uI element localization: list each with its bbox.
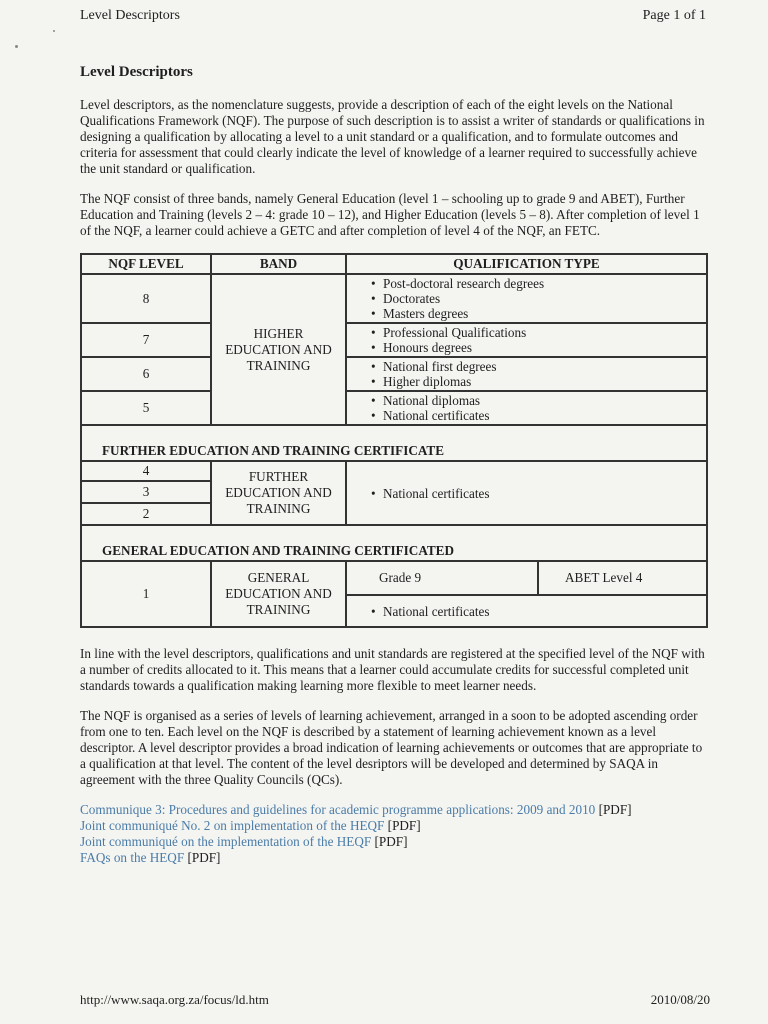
pdf-tag: [PDF] [187, 850, 221, 865]
pdf-tag: [PDF] [374, 834, 408, 849]
scan-speck [15, 45, 18, 48]
band-further-education: FURTHER EDUCATION AND TRAINING [211, 461, 346, 525]
fetc-heading: FURTHER EDUCATION AND TRAINING CERTIFICATE [81, 425, 707, 461]
intro-paragraph: Level descriptors, as the nomenclature suggests, provide a description of each of the eight levels on the National Qualifications Framework (NQF). The purpose of such description is to assist a writer of standards or qualifications in designing a qualification by allocating a level to a unit standard or a qualification, and to formulate outcomes and criteria for assessment that could clearly indicate the level of knowledge of a learner required to successfully achieve the unit standard or qualification. [80, 97, 705, 176]
related-links [80, 802, 708, 866]
link-row [80, 818, 708, 834]
qualification-cell [346, 461, 707, 525]
link-row [80, 850, 708, 866]
list-item: • National certificates [383, 486, 702, 501]
list-item: • Honours degrees [383, 340, 702, 355]
grade-label: Grade 9 [347, 562, 539, 594]
list-item: • Professional Qualifications [383, 325, 702, 340]
bands-paragraph: The NQF consist of three bands, namely General Education (level 1 – schooling up to grade 9 and ABET), Further Education and Training (levels 2 – 4: grade 10 – 12), and Higher Education (levels 5 – 8). After completion of level 1 of the NQF, a learner could achieve a GETC and after completion of level 4 of the NQF, an FETC. [80, 191, 700, 238]
pdf-tag: [PDF] [387, 818, 421, 833]
scan-speck [53, 30, 55, 32]
nqf-table [80, 253, 708, 628]
pdf-tag: [PDF] [598, 802, 632, 817]
level-cell: 6 [81, 357, 211, 391]
getc-heading: GENERAL EDUCATION AND TRAINING CERTIFICATED [81, 525, 707, 561]
level-cell: 3 [81, 481, 211, 503]
link-row [80, 802, 708, 818]
table-row [81, 391, 707, 425]
list-item: • Post-doctoral research degrees [383, 276, 702, 291]
table-row [81, 461, 707, 481]
level-cell: 2 [81, 503, 211, 525]
qualification-cell [346, 595, 707, 627]
qualification-cell [346, 323, 707, 357]
header-qualification-type: QUALIFICATION TYPE [346, 254, 707, 274]
header-band: BAND [211, 254, 346, 274]
list-item: • National certificates [383, 408, 702, 423]
list-item: • National first degrees [383, 359, 702, 374]
communique-3-link[interactable]: Communique 3: Procedures and guidelines for academic programme applications: 2009 and 2010 [80, 802, 596, 817]
list-item: • National certificates [383, 604, 702, 619]
level-cell: 4 [81, 461, 211, 481]
grade-abet-cell [346, 561, 707, 595]
table-row [81, 323, 707, 357]
list-item: • Doctorates [383, 291, 702, 306]
footer-date: 2010/08/20 [650, 992, 710, 1007]
footer-url: http://www.saqa.org.za/focus/ld.htm [80, 992, 269, 1007]
level-cell: 1 [81, 561, 211, 627]
levels-paragraph: The NQF is organised as a series of levels of learning achievement, arranged in a soon to be adopted ascending order from one to ten. Each level on the NQF is described by a statement of learning achievement known as a level descriptor. A level descriptor provides a broad indication of learning achievements or outcomes that are appropriate to a qualification at that level. The content of the level desriptors will be developed and determined by SAQA in agreement with the three Quality Councils (QCs). [80, 708, 703, 787]
link-row [80, 834, 708, 850]
header-title: Level Descriptors [80, 8, 180, 23]
abet-label: ABET Level 4 [565, 570, 643, 585]
main-content [80, 64, 708, 866]
certificate-row [81, 425, 707, 461]
certificate-row [81, 525, 707, 561]
joint-communique-2-link[interactable]: Joint communiqué No. 2 on implementation of the HEQF [80, 818, 385, 833]
band-general-education: GENERAL EDUCATION AND TRAINING [211, 561, 346, 627]
level-cell: 8 [81, 274, 211, 323]
faqs-link[interactable]: FAQs on the HEQF [80, 850, 185, 865]
qualification-cell [346, 391, 707, 425]
qualification-cell [346, 274, 707, 323]
band-higher-education: HIGHER EDUCATION AND TRAINING [211, 274, 346, 425]
page-heading: Level Descriptors [80, 64, 193, 80]
credits-paragraph: In line with the level descriptors, qualifications and unit standards are registered at the specified level of the NQF with a number of credits allocated to it. This means that a learner could accumulate credits for successful completed unit standards towards a qualification making learning more flexible to meet learner needs. [80, 646, 705, 693]
list-item: • Masters degrees [383, 306, 702, 321]
table-row [81, 274, 707, 323]
joint-communique-link[interactable]: Joint communiqué on the implementation of the HEQF [80, 834, 372, 849]
header-page-number: Page 1 of 1 [642, 8, 706, 23]
table-row [81, 561, 707, 595]
list-item: • National diplomas [383, 393, 702, 408]
table-header-row [81, 254, 707, 274]
header-nqf-level: NQF LEVEL [81, 254, 211, 274]
level-cell: 5 [81, 391, 211, 425]
level-cell: 7 [81, 323, 211, 357]
qualification-cell [346, 357, 707, 391]
list-item: • Higher diplomas [383, 374, 702, 389]
table-row [81, 357, 707, 391]
